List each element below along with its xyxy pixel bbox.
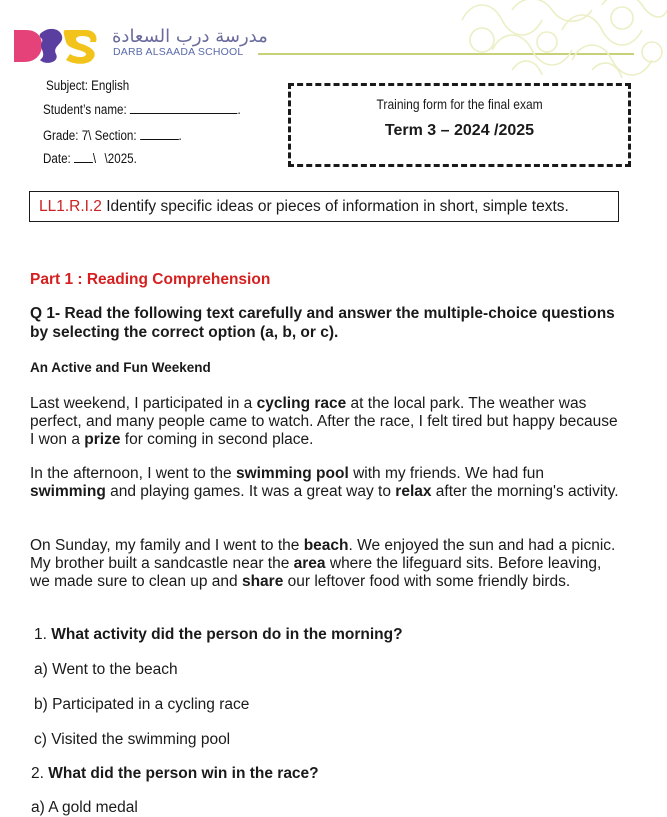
student-name-blank[interactable] xyxy=(130,101,238,114)
exam-title-box xyxy=(288,83,631,167)
reading-paragraph-1: Last weekend, I participated in a cycling race at the local park. The weather was perfect, and many people came to watch. After the race, I felt tired but happy because I won a prize for coming in second place. xyxy=(30,395,618,449)
exam-term: Term 3 – 2024 /2025 xyxy=(384,122,535,139)
student-name-end: . xyxy=(237,102,241,117)
date-row xyxy=(43,150,137,166)
student-name-label: Student’s name: xyxy=(43,102,127,117)
question-1-option-c[interactable]: c) Visited the swimming pool xyxy=(34,731,231,748)
grade-row-end: . xyxy=(178,128,182,143)
part-title: Part 1 : Reading Comprehension xyxy=(30,271,271,288)
school-name-arabic: مدرسة درب السعادة xyxy=(112,26,268,47)
decorative-pattern xyxy=(452,0,667,84)
school-name-english: DARB ALSAADA SCHOOL xyxy=(113,46,244,58)
date-label: Date: xyxy=(43,151,71,166)
school-logo xyxy=(12,24,100,66)
date-year: \2025. xyxy=(104,151,137,166)
keyword: relax xyxy=(395,483,432,501)
keyword: area xyxy=(293,555,326,573)
grade-section-label: Grade: 7\ Section: xyxy=(43,128,137,143)
keyword: cycling race xyxy=(256,395,347,412)
keyword: share xyxy=(241,573,284,591)
reading-paragraph-3: On Sunday, my family and I went to the beach. We enjoyed the sun and had a picnic. My brother built a sandcastle near the area where the lifeguard sits. Before leaving, we made sure to clean up and share our leftover food with some friendly birds. xyxy=(30,537,616,591)
keyword: beach xyxy=(303,537,349,554)
reading-text-title: An Active and Fun Weekend xyxy=(30,360,211,375)
student-name-row xyxy=(43,101,241,117)
subject-label: Subject: English xyxy=(46,78,130,93)
question-1-option-a[interactable]: a) Went to the beach xyxy=(34,661,178,678)
objective-text: Identify specific ideas or pieces of information in short, simple texts. xyxy=(101,198,569,215)
date-separator: \ xyxy=(92,151,97,166)
grade-row xyxy=(43,127,182,143)
question-2-stem: 2. What did the person win in the race? xyxy=(31,765,319,782)
keyword: swimming xyxy=(30,483,106,501)
keyword: swimming pool xyxy=(235,465,349,482)
exam-form-title: Training form for the final exam xyxy=(376,96,543,112)
section-blank[interactable] xyxy=(140,127,179,140)
date-day-blank[interactable] xyxy=(74,150,93,163)
reading-paragraph-2: In the afternoon, I went to the swimming pool with my friends. We had fun swimming and playing games. It was a great way to relax after the morning's activity. xyxy=(30,465,619,501)
question-1-instructions: Q 1- Read the following text carefully and answer the multiple-choice questions by selecting the correct option (a, b, or c). xyxy=(30,305,615,341)
objective-code: LL1.R.I.2 xyxy=(39,198,102,215)
learning-objective-box xyxy=(29,191,619,222)
question-1-option-b[interactable]: b) Participated in a cycling race xyxy=(34,696,250,713)
question-2-option-a[interactable]: a) A gold medal xyxy=(31,799,138,816)
question-1-stem: 1. What activity did the person do in the morning? xyxy=(34,626,403,643)
keyword: prize xyxy=(84,431,121,449)
